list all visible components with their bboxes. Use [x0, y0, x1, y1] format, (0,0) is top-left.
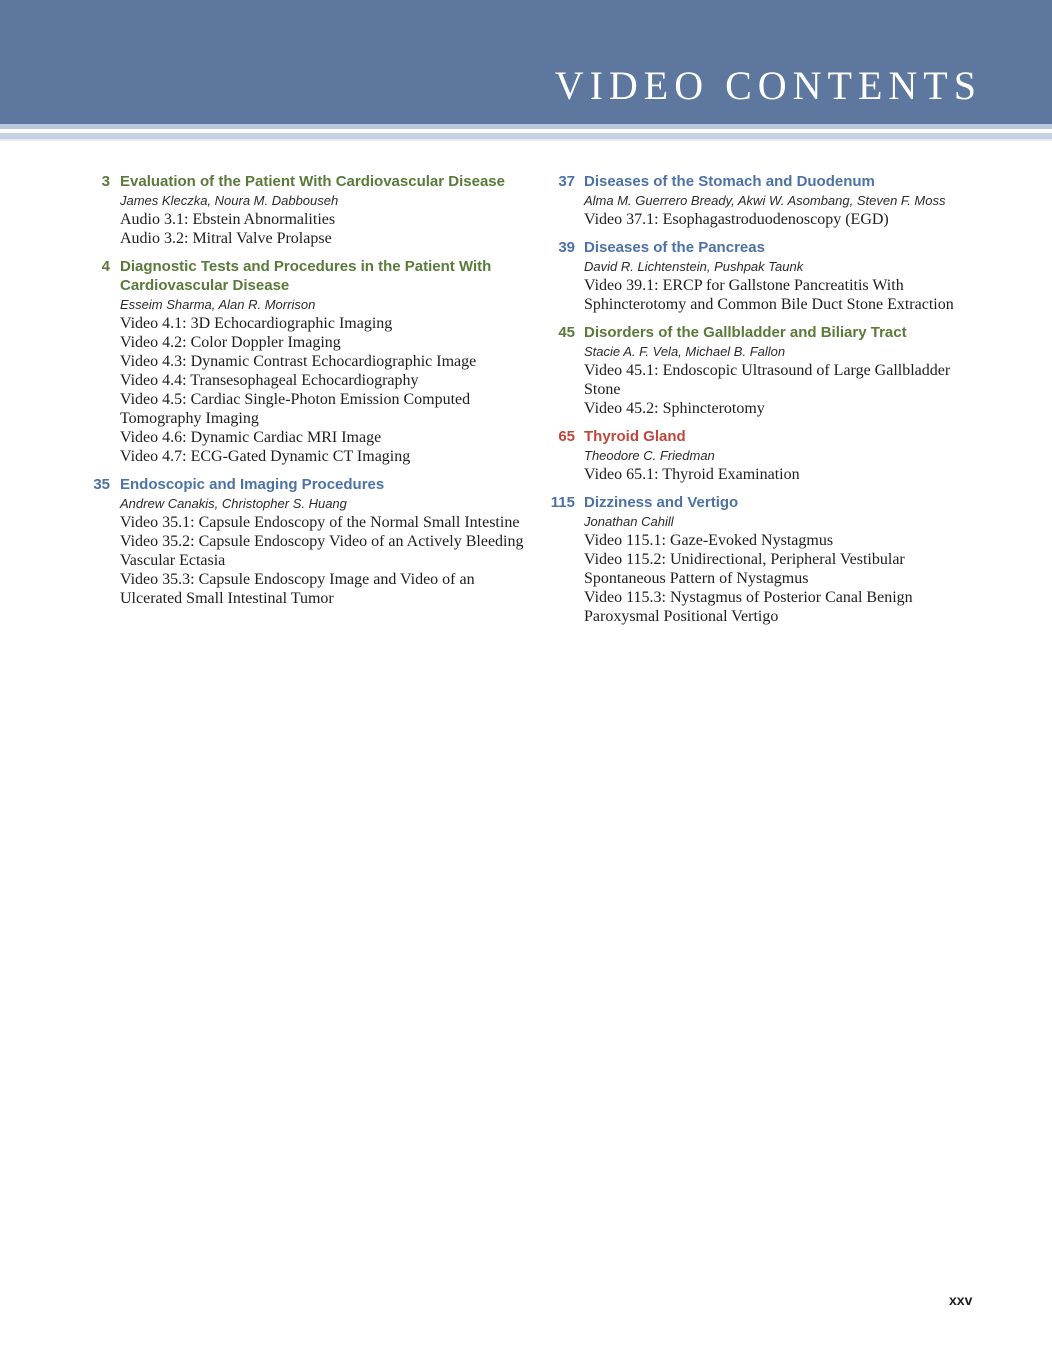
- media-item[interactable]: Audio 3.2: Mitral Valve Prolapse: [120, 230, 332, 247]
- chapter-number: 35: [93, 476, 110, 493]
- media-item[interactable]: Video 4.3: Dynamic Contrast Echocardiographic Image: [120, 353, 477, 370]
- chapter-entry: [540, 323, 990, 418]
- media-item[interactable]: Video 4.6: Dynamic Cardiac MRI Image: [120, 429, 382, 446]
- chapter-entry: [540, 493, 990, 626]
- chapter-title[interactable]: Evaluation of the Patient With Cardiovascular Disease: [120, 173, 505, 190]
- chapter-number: 115: [550, 494, 575, 511]
- chapter-authors: Andrew Canakis, Christopher S. Huang: [120, 496, 347, 511]
- media-item[interactable]: Video 35.1: Capsule Endoscopy of the Normal Small Intestine: [120, 514, 520, 531]
- header-banner: [0, 0, 1052, 124]
- chapter-entry: [540, 172, 990, 229]
- chapter-entry: [86, 257, 526, 466]
- media-item[interactable]: Video 45.2: Sphincterotomy: [584, 400, 765, 417]
- chapter-entry: [540, 238, 990, 314]
- media-item[interactable]: Video 65.1: Thyroid Examination: [584, 466, 800, 483]
- left-column: [86, 172, 526, 617]
- media-item[interactable]: Video 115.3: Nystagmus of Posterior Canal Benign Paroxysmal Positional Vertigo: [584, 589, 913, 625]
- media-item[interactable]: Video 39.1: ERCP for Gallstone Pancreatitis With Sphincterotomy and Common Bile Duct Stone Extraction: [584, 277, 954, 313]
- chapter-title[interactable]: Diseases of the Pancreas: [584, 239, 765, 256]
- page-number: xxv: [949, 1292, 973, 1308]
- chapter-title[interactable]: Diseases of the Stomach and Duodenum: [584, 173, 875, 190]
- media-item[interactable]: Video 115.2: Unidirectional, Peripheral Vestibular Spontaneous Pattern of Nystagmus: [584, 551, 905, 587]
- chapter-title[interactable]: Endoscopic and Imaging Procedures: [120, 476, 385, 493]
- media-item[interactable]: Video 37.1: Esophagastroduodenoscopy (EGD): [584, 211, 889, 228]
- page-title: VIDEO CONTENTS: [554, 63, 982, 108]
- chapter-entry: [540, 427, 990, 484]
- header-rule-shadow: [0, 139, 1052, 141]
- media-item[interactable]: Video 4.5: Cardiac Single-Photon Emission Computed Tomography Imaging: [120, 391, 471, 427]
- chapter-authors: Stacie A. F. Vela, Michael B. Fallon: [584, 344, 786, 359]
- chapter-title[interactable]: Dizziness and Vertigo: [584, 494, 739, 511]
- chapter-number: 37: [558, 173, 575, 190]
- chapter-number: 65: [558, 428, 575, 445]
- chapter-number: 4: [101, 258, 110, 275]
- media-item[interactable]: Video 4.7: ECG-Gated Dynamic CT Imaging: [120, 448, 411, 465]
- media-item[interactable]: Video 4.2: Color Doppler Imaging: [120, 334, 341, 351]
- chapter-authors: Esseim Sharma, Alan R. Morrison: [120, 297, 316, 312]
- chapter-authors: Jonathan Cahill: [584, 514, 674, 529]
- media-item[interactable]: Video 115.1: Gaze-Evoked Nystagmus: [584, 532, 834, 549]
- chapter-authors: David R. Lichtenstein, Pushpak Taunk: [584, 259, 804, 274]
- chapter-title[interactable]: Thyroid Gland: [584, 428, 686, 445]
- chapter-number: 3: [101, 173, 110, 190]
- chapter-authors: James Kleczka, Noura M. Dabbouseh: [120, 193, 339, 208]
- media-item[interactable]: Video 4.1: 3D Echocardiographic Imaging: [120, 315, 393, 332]
- chapter-title[interactable]: Diagnostic Tests and Procedures in the Patient With Cardiovascular Disease: [120, 258, 492, 294]
- chapter-number: 45: [558, 324, 575, 341]
- chapter-number: 39: [558, 239, 575, 256]
- chapter-authors: Alma M. Guerrero Bready, Akwi W. Asombang, Steven F. Moss: [584, 193, 946, 208]
- right-column: [540, 172, 990, 635]
- chapter-title[interactable]: Disorders of the Gallbladder and Biliary Tract: [584, 324, 907, 341]
- media-item[interactable]: Video 4.4: Transesophageal Echocardiography: [120, 372, 419, 389]
- media-item[interactable]: Video 35.2: Capsule Endoscopy Video of an Actively Bleeding Vascular Ectasia: [120, 533, 524, 569]
- chapter-entry: [86, 475, 526, 608]
- media-item[interactable]: Video 45.1: Endoscopic Ultrasound of Large Gallbladder Stone: [584, 362, 951, 398]
- media-item[interactable]: Audio 3.1: Ebstein Abnormalities: [120, 211, 336, 228]
- chapter-entry: [86, 172, 526, 248]
- chapter-authors: Theodore C. Friedman: [584, 448, 715, 463]
- media-item[interactable]: Video 35.3: Capsule Endoscopy Image and Video of an Ulcerated Small Intestinal Tumor: [120, 571, 475, 607]
